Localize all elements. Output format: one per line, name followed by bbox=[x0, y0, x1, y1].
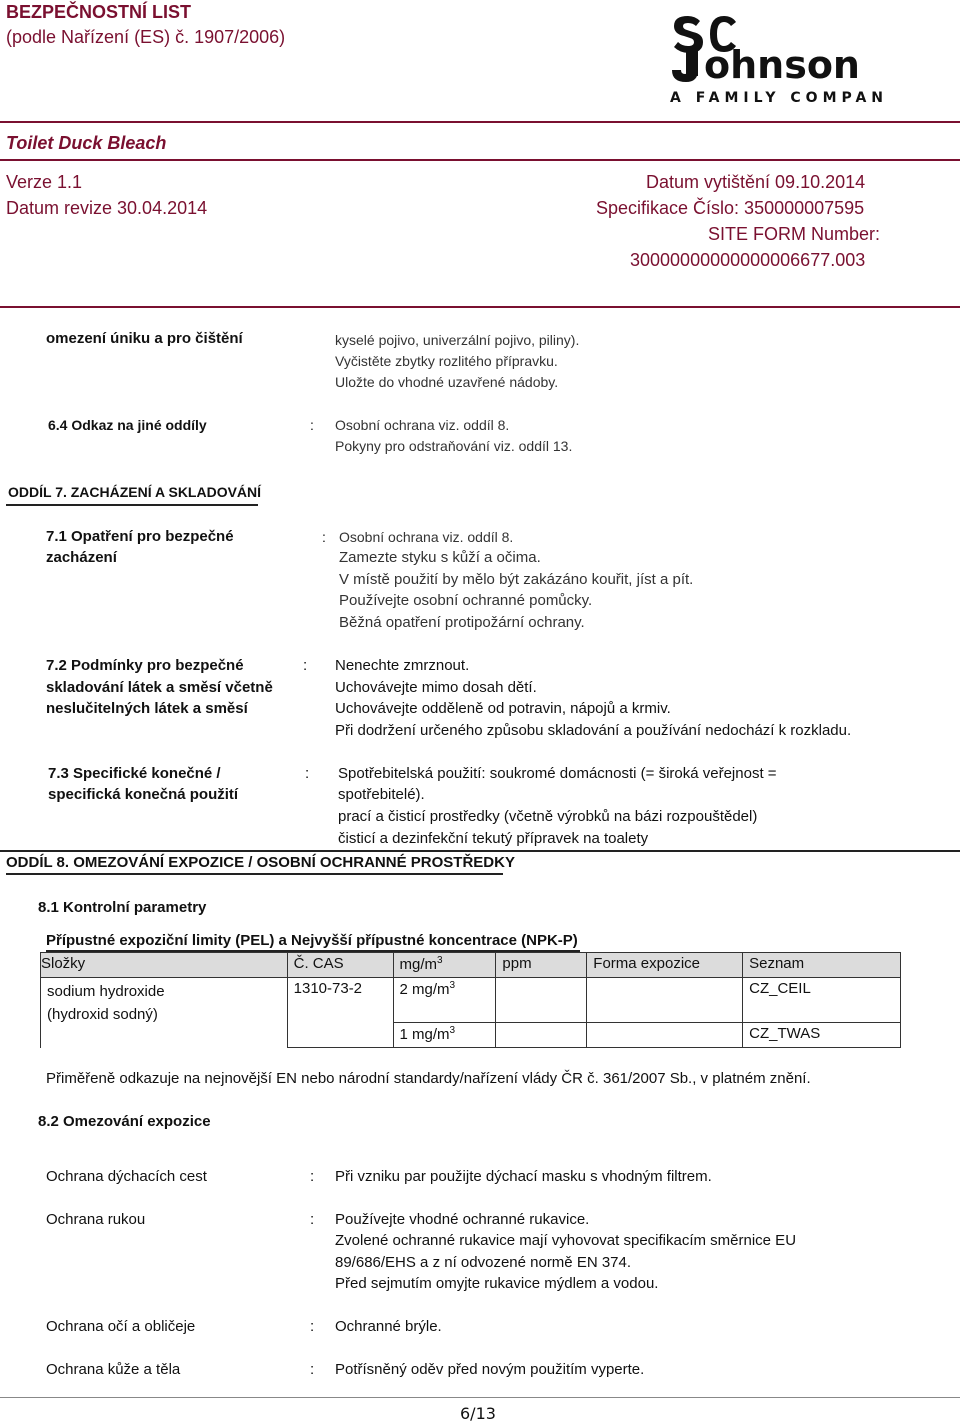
sc-johnson-logo bbox=[668, 8, 882, 108]
sec8-rule bbox=[0, 850, 960, 852]
resp-colon: : bbox=[310, 1168, 315, 1185]
regulation-note: Přiměřeně odkazuje na nejnovější EN nebo národní standardy/nařízení vlády ČR č. 361/2007 Sb., v platném znění. bbox=[46, 1070, 811, 1087]
s72-line: Nenechte zmrznout. bbox=[335, 657, 470, 674]
s73-line: čisticí a dezinfekční tekutý přípravek na toalety bbox=[338, 830, 649, 847]
s71-line: Běžná opatření protipožární ochrany. bbox=[339, 614, 585, 631]
s71-colon: : bbox=[322, 529, 326, 545]
cell-list: CZ_CEIL bbox=[743, 978, 901, 1023]
cell-form bbox=[587, 978, 743, 1023]
col-header-list: Seznam bbox=[743, 953, 901, 978]
sds-regulation: (podle Nařízení (ES) č. 1907/2006) bbox=[6, 27, 286, 47]
hand-line: Před sejmutím omyjte rukavice mýdlem a vodou. bbox=[335, 1275, 659, 1292]
product-name: Toilet Duck Bleach bbox=[6, 133, 167, 153]
col-header-component: Složky bbox=[41, 953, 288, 978]
s64-line: Pokyny pro odstraňování viz. oddíl 13. bbox=[335, 438, 573, 454]
site-form-label: SITE FORM Number: bbox=[708, 224, 881, 244]
pel-table bbox=[40, 952, 901, 1048]
s71-line: Používejte osobní ochranné pomůcky. bbox=[339, 592, 593, 609]
hand-label: Ochrana rukou bbox=[46, 1211, 146, 1228]
cell-cas bbox=[287, 1023, 393, 1048]
sec8-heading: ODDÍL 8. OMEZOVÁNÍ EXPOZICE / OSOBNÍ OCHRANNÉ PROSTŘEDKY bbox=[6, 854, 515, 871]
cell-form bbox=[587, 1023, 743, 1048]
sec7-underline bbox=[6, 504, 258, 506]
s72-colon: : bbox=[303, 657, 308, 674]
s73-line: prací a čisticí prostředky (včetně výrobků na bázi rozpouštědel) bbox=[338, 808, 758, 825]
sec8-underline bbox=[6, 873, 503, 875]
header-rule-bottom bbox=[0, 159, 960, 161]
skin-label: Ochrana kůže a těla bbox=[46, 1361, 181, 1378]
col-header-ppm: ppm bbox=[496, 953, 587, 978]
header-rule-top bbox=[0, 121, 960, 123]
s64-line: Osobní ochrana viz. oddíl 8. bbox=[335, 417, 510, 433]
s71-label: 7.1 Opatření pro bezpečné bbox=[46, 528, 234, 545]
s73-colon: : bbox=[305, 765, 310, 782]
cell-ppm bbox=[496, 1023, 587, 1048]
s64-colon: : bbox=[310, 417, 314, 433]
revision-date: Datum revize 30.04.2014 bbox=[6, 198, 208, 218]
s82-heading: 8.2 Omezování expozice bbox=[38, 1113, 211, 1130]
cell-mgm3: 1 $mg/m^3$ bbox=[393, 1023, 496, 1048]
s71-label: zacházení bbox=[46, 549, 117, 566]
s72-line: Uchovávejte odděleně od potravin, nápojů a krmiv. bbox=[335, 700, 671, 717]
sec6-label: omezení úniku a pro čištění bbox=[46, 330, 243, 347]
s71-line: V místě použití by mělo být zakázáno kouřit, jíst a pít. bbox=[339, 571, 694, 588]
eye-label: Ochrana očí a obličeje bbox=[46, 1318, 196, 1335]
s73-label: specifická konečná použití bbox=[48, 786, 239, 803]
s72-label: 7.2 Podmínky pro bezpečné bbox=[46, 657, 244, 674]
pel-title: Přípustné expoziční limity (PEL) a Nejvyšší přípustné koncentrace (NPK-P) bbox=[46, 932, 578, 949]
s72-label: skladování látek a směsí včetně bbox=[46, 679, 273, 696]
eye-text: Ochranné brýle. bbox=[335, 1318, 442, 1335]
component-name: sodium hydroxide bbox=[47, 983, 165, 1000]
col-header-mgm3: $mg/m^3$ bbox=[393, 953, 496, 978]
s64-label: 6.4 Odkaz na jiné oddíly bbox=[48, 417, 207, 433]
hand-line: Zvolené ochranné rukavice mají vyhovovat specifikacím směrnice EU bbox=[335, 1232, 797, 1249]
svg-text:ohnson: ohnson bbox=[704, 43, 860, 87]
s72-line: Při dodržení určeného způsobu skladování a používání nedochází k rozkladu. bbox=[335, 722, 852, 739]
resp-label: Ochrana dýchacích cest bbox=[46, 1168, 207, 1185]
pel-header-row bbox=[41, 953, 901, 978]
hand-colon: : bbox=[310, 1211, 315, 1228]
skin-text: Potřísněný oděv před novým použitím vyperte. bbox=[335, 1361, 645, 1378]
table-row bbox=[41, 978, 901, 1023]
cell-component bbox=[41, 978, 288, 1048]
header-rule-end bbox=[0, 306, 960, 308]
hand-line: 89/686/EHS a z ní odvozené normě EN 374. bbox=[335, 1254, 632, 1271]
s71-line: Zamezte styku s kůží a očima. bbox=[339, 549, 541, 566]
sec7-heading: ODDÍL 7. ZACHÁZENÍ A SKLADOVÁNÍ bbox=[8, 484, 262, 500]
logo-graphic bbox=[668, 8, 882, 108]
resp-text: Při vzniku par použijte dýchací masku s vhodným filtrem. bbox=[335, 1168, 712, 1185]
col-header-cas: Č. CAS bbox=[287, 953, 393, 978]
s73-label: 7.3 Specifické konečné / bbox=[48, 765, 221, 782]
cell-cas: 1310-73-2 bbox=[287, 978, 393, 1023]
s73-line: Spotřebitelská použití: soukromé domácnosti (= široká veřejnost = bbox=[338, 765, 777, 782]
s72-label: neslučitelných látek a směsí bbox=[46, 700, 248, 717]
eye-colon: : bbox=[310, 1318, 315, 1335]
col-header-form: Forma expozice bbox=[587, 953, 743, 978]
sds-title: BEZPEČNOSTNÍ LIST bbox=[6, 2, 192, 22]
skin-colon: : bbox=[310, 1361, 315, 1378]
sec6-line: kyselé pojivo, univerzální pojivo, piliny). bbox=[335, 332, 580, 348]
spec-number: Specifikace Číslo: 350000007595 bbox=[596, 198, 865, 218]
cell-list: CZ_TWAS bbox=[743, 1023, 901, 1048]
version: Verze 1.1 bbox=[6, 172, 83, 192]
site-form-number: 30000000000000006677.003 bbox=[630, 250, 866, 270]
sec6-line: Vyčistěte zbytky rozlitého přípravku. bbox=[335, 353, 558, 369]
sec6-line: Uložte do vhodné uzavřené nádoby. bbox=[335, 374, 559, 390]
cell-mgm3: 2 $mg/m^3$ bbox=[393, 978, 496, 1023]
print-date: Datum vytištění 09.10.2014 bbox=[646, 172, 866, 192]
svg-text:A FAMILY COMPANY: A FAMILY COMPANY bbox=[670, 90, 882, 106]
s81-heading: 8.1 Kontrolní parametry bbox=[38, 899, 207, 916]
page-number: 6/13 bbox=[460, 1404, 496, 1423]
s73-line: spotřebitelé). bbox=[338, 786, 425, 803]
s72-line: Uchovávejte mimo dosah dětí. bbox=[335, 679, 537, 696]
component-name-cz: (hydroxid sodný) bbox=[47, 1006, 158, 1023]
s71-line: Osobní ochrana viz. oddíl 8. bbox=[339, 529, 514, 545]
cell-ppm bbox=[496, 978, 587, 1023]
footer-rule bbox=[0, 1397, 960, 1398]
hand-line: Používejte vhodné ochranné rukavice. bbox=[335, 1211, 590, 1228]
